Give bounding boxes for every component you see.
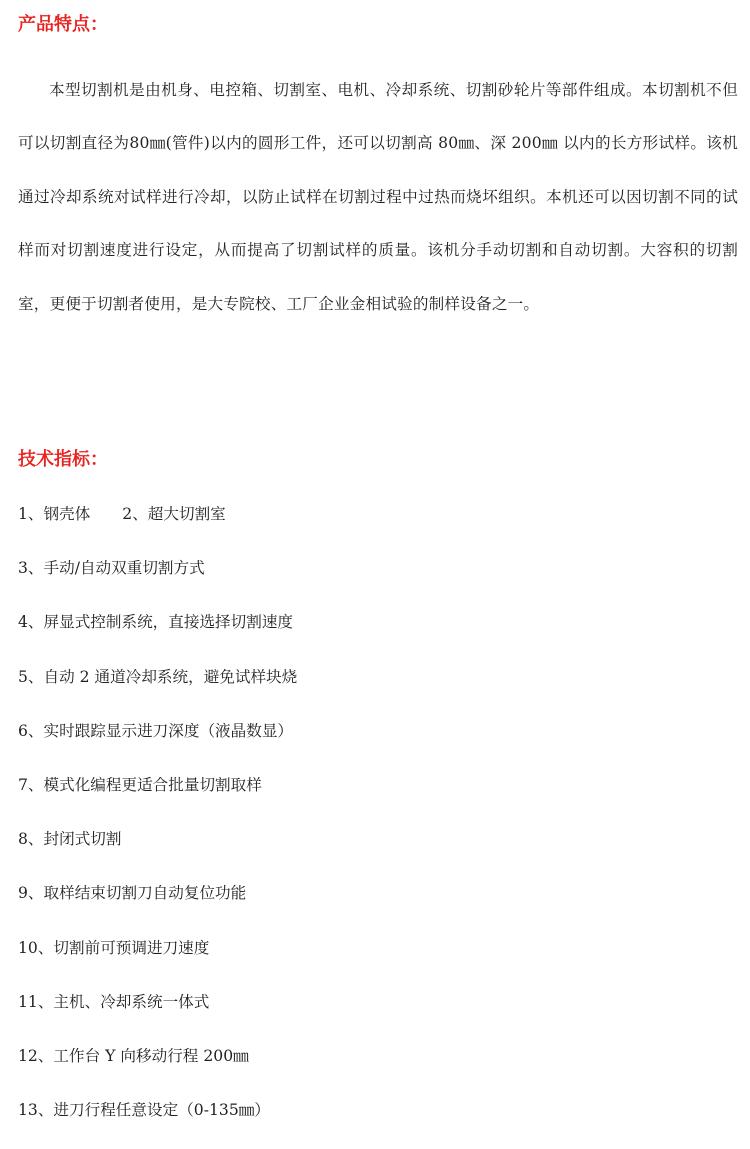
- spec-item: 4、屏显式控制系统，直接选择切割速度: [18, 613, 294, 632]
- spec-item: 3、手动/自动双重切割方式: [18, 559, 205, 578]
- technical-specs-heading: 技术指标：: [18, 449, 108, 470]
- spec-item: 7、模式化编程更适合批量切割取样: [18, 775, 262, 794]
- spec-item: 13、进刀行程任意设定（0-135㎜）: [18, 1101, 270, 1120]
- product-features-heading: 产品特点：: [18, 14, 108, 35]
- technical-specs-list: [18, 499, 738, 1149]
- spec-item: 5、自动 2 通道冷却系统，避免试样块烧: [18, 667, 298, 686]
- spec-item: 11、主机、冷却系统一体式: [18, 992, 210, 1011]
- spec-item: 12、工作台 Y 向移动行程 200㎜: [18, 1046, 249, 1065]
- spec-item: 8、封闭式切割: [18, 830, 122, 849]
- spec-item: 10、切割前可预调进刀速度: [18, 938, 210, 957]
- spec-item: 9、取样结束切割刀自动复位功能: [18, 884, 247, 903]
- spec-item: 2、超大切割室: [122, 505, 226, 523]
- spec-item: 1、钢壳体: [18, 505, 91, 523]
- spec-item: 6、实时跟踪显示进刀深度（液晶数显）: [18, 721, 294, 740]
- spec-item-row-1: [18, 499, 738, 553]
- product-features-paragraph: 本型切割机是由机身、电控箱、切割室、电机、冷却系统、切割砂轮片等部件组成。本切割机不但可以切割直径为80㎜(管件)以内的圆形工件，还可以切割高 80㎜、深 200㎜ 以内的长方形试样。该机通过冷却系统对试样进行冷却，以防止试样在切割过程中过热而烧坏组织。本机还可以因切割不同的试样而对切割速度进行设定，从而提高了切割试样的质量。该机分手动切割和自动切割。大容积的切割室，更便于切割者使用，是大专院校、工厂企业金相试验的制样设备之一。: [18, 81, 738, 313]
